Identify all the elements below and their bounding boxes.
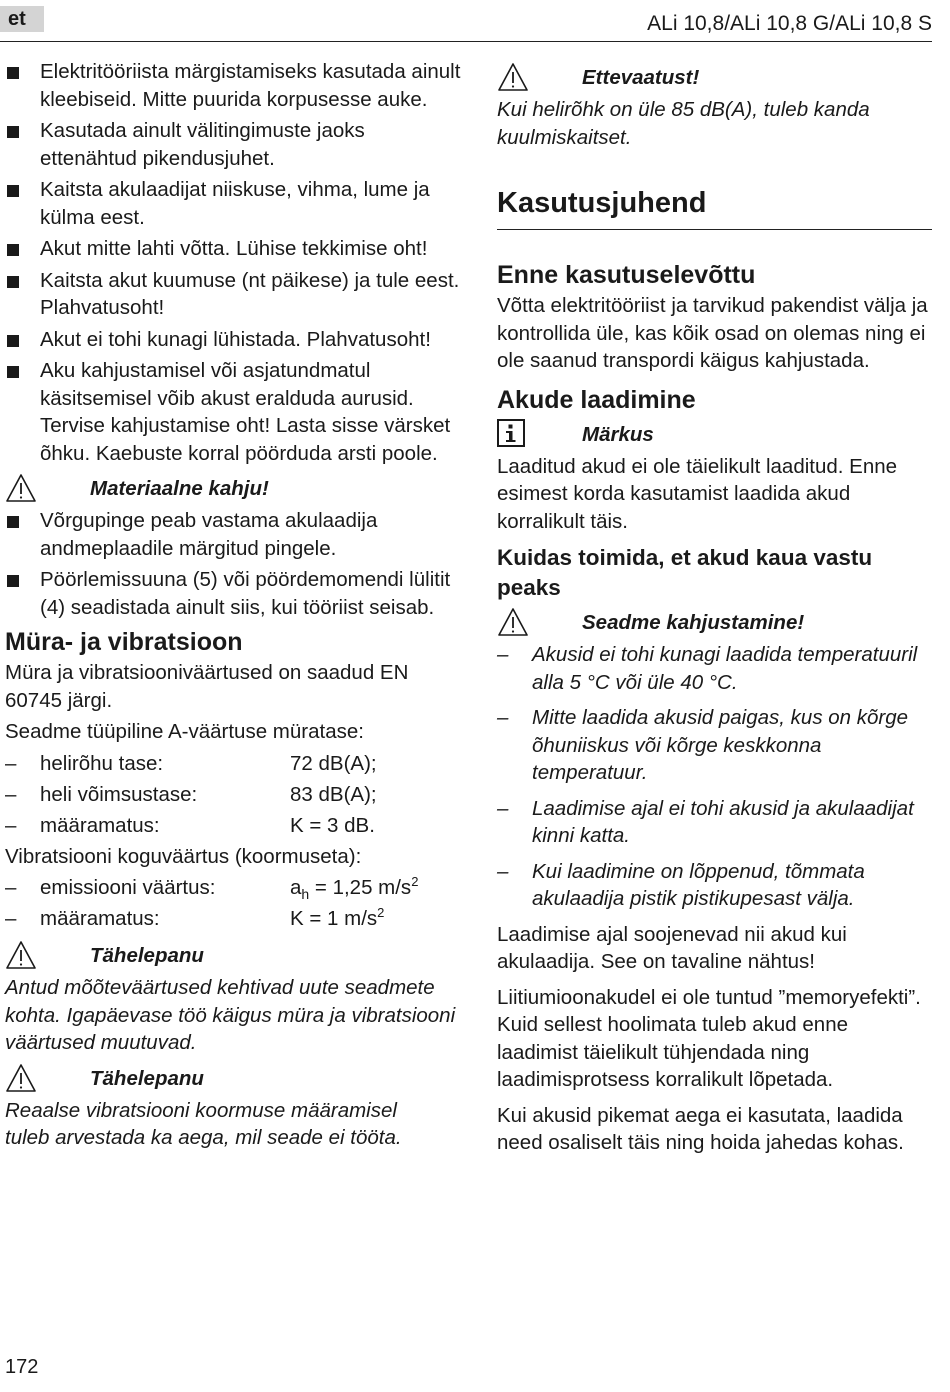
square-bullet-icon — [7, 244, 19, 256]
paragraph: Laadimise ajal soojenevad nii akud kui akulaadija. See on tavaline nähtus! — [497, 922, 847, 973]
noise-row — [5, 750, 465, 781]
noise-value: K = 3 dB. — [290, 813, 375, 837]
list-item-text: Kui laadimine on lõppenud, tõmmata akulaadija pistik pistikupesast välja. — [532, 859, 865, 910]
square-bullet-icon — [7, 335, 19, 347]
square-bullet-icon — [7, 575, 19, 587]
vibration-label: määramatus: — [40, 907, 160, 930]
vibration-value — [290, 905, 384, 933]
vibration-row — [5, 874, 465, 905]
list-item — [5, 326, 465, 354]
list-item-text: Akusid ei tohi kunagi laadida temperatuuril alla 5 °C või üle 40 °C. — [532, 643, 918, 694]
before-use-heading: Enne kasutuselevõttu — [497, 261, 756, 289]
right-column — [497, 58, 932, 1161]
noise-typical: Seadme tüüpiline A-väärtuse müratase: — [5, 720, 364, 743]
before-use-text: Võtta elektritööriist ja tarvikud pakendist välja ja kontrollida üle, kas kõik osad on olemas ning ei ole saanud transpordi käigus kahjustada. — [497, 294, 928, 372]
notice-text: Reaalse vibratsiooni koormuse määramisel tuleb arvestada ka aega, mil seade ei tööta. — [5, 1098, 402, 1149]
value-superscript: 2 — [377, 905, 385, 921]
notice-2 — [5, 1061, 465, 1097]
dash-mark: – — [5, 876, 17, 899]
value-symbol: a — [290, 876, 302, 899]
language-tab: et — [0, 6, 44, 32]
value-number: = 1,25 m/s — [309, 876, 412, 899]
note-label: Märkus — [582, 422, 654, 446]
charging-heading: Akude laadimine — [497, 385, 696, 414]
model-name: ALi 10,8/ALi 10,8 G/ALi 10,8 S — [647, 12, 932, 35]
longevity-heading: Kuidas toimida, et akud kaua vastu peaks — [497, 545, 873, 600]
list-item — [497, 795, 932, 850]
noise-label: heli võimsustase: — [40, 782, 198, 806]
note — [497, 417, 932, 453]
noise-intro: Müra ja vibratsiooniväärtused on saadud EN 60745 järgi. — [5, 661, 409, 712]
dash-mark: – — [497, 643, 509, 666]
warning-triangle-icon — [5, 940, 37, 970]
warning-triangle-icon — [5, 1063, 37, 1093]
list-item — [5, 176, 465, 231]
list-item — [497, 641, 932, 696]
dash-mark: – — [497, 796, 509, 820]
list-item-text: Kasutada ainult välitingimuste jaoks ettenähtud pikendusjuhet. — [40, 119, 365, 170]
manual-heading: Kasutusjuhend — [497, 185, 932, 230]
list-item-text: Akut mitte lahti võtta. Lühise tekkimise oht! — [40, 237, 428, 260]
square-bullet-icon — [7, 185, 19, 197]
note-text: Laaditud akud ei ole täielikult laaditud. Enne esimest korda kasutamist laadida akud korralikult täis. — [497, 454, 898, 533]
list-item — [497, 704, 932, 787]
left-column — [5, 58, 465, 1156]
warning-triangle-icon — [497, 62, 529, 92]
vibration-total: Vibratsiooni koguväärtus (koormuseta): — [5, 844, 362, 868]
dash-mark: – — [497, 859, 509, 883]
noise-row — [5, 812, 465, 843]
noise-label: määramatus: — [40, 813, 160, 837]
warning-triangle-icon — [5, 473, 37, 503]
noise-value: 83 dB(A); — [290, 782, 377, 806]
material-damage-warning — [5, 471, 465, 507]
dash-mark: – — [5, 813, 17, 837]
damage-label: Seadme kahjustamine! — [582, 611, 805, 634]
value-number: K = 1 m/s — [290, 907, 378, 930]
list-item — [497, 858, 932, 913]
value-subscript: h — [301, 886, 310, 903]
list-item-text: Võrgupinge peab vastama akulaadija andmeplaadile märgitud pingele. — [40, 509, 378, 560]
list-item — [5, 357, 465, 467]
notice-label: Tähelepanu — [90, 1066, 204, 1090]
list-item-text: Pöörlemissuuna (5) või pöördemomendi lülitit (4) seadistada ainult siis, kui tööriist seisab. — [40, 568, 451, 619]
noise-heading: Müra- ja vibratsioon — [5, 628, 243, 656]
list-item — [5, 507, 465, 562]
list-item-text: Kaitsta akut kuumuse (nt päikese) ja tule eest. Plahvatusoht! — [40, 268, 460, 319]
list-item-text: Aku kahjustamisel või asjatundmatul käsitsemisel võib akust eralduda aurusid. Tervise kahjustamise oht! Lasta sisse värsket õhku. Kaebuste korral pöörduda arsti poole. — [40, 359, 451, 465]
list-item — [5, 117, 465, 172]
list-item-text: Elektritööriista märgistamiseks kasutada ainult kleebiseid. Mitte puurida korpusesse auke. — [40, 60, 461, 111]
list-item — [5, 235, 465, 263]
dash-mark: – — [5, 782, 17, 806]
list-item-text: Kaitsta akulaadijat niiskuse, vihma, lume ja külma eest. — [40, 178, 430, 229]
vibration-value — [290, 874, 418, 902]
square-bullet-icon — [7, 516, 19, 528]
noise-row — [5, 781, 465, 812]
list-item — [5, 267, 465, 322]
notice-label: Tähelepanu — [90, 944, 204, 967]
list-item-text: Laadimise ajal ei tohi akusid ja akulaadijat kinni katta. — [532, 796, 914, 847]
header-rule — [0, 41, 932, 42]
dash-mark: – — [497, 706, 509, 729]
square-bullet-icon — [7, 366, 19, 378]
square-bullet-icon — [7, 126, 19, 138]
notice-text: Antud mõõteväärtused kehtivad uute seadmete kohta. Igapäevase töö käigus müra ja vibratsiooni väärtused muutuvad. — [5, 976, 456, 1054]
noise-value: 72 dB(A); — [290, 751, 377, 775]
list-item — [5, 58, 465, 113]
paragraph: Liitiumioonakudel ei ole tuntud ”memoryefekti”. Kuid sellest hoolimata tuleb akud enne laadimist täielikult tühjendada ning laadimisprotsess korralikult lõpetada. — [497, 985, 921, 1091]
noise-label: helirõhu tase: — [40, 751, 164, 775]
page-number: 172 — [5, 1356, 39, 1378]
value-superscript: 2 — [411, 874, 419, 890]
info-icon — [497, 419, 525, 447]
paragraph: Kui akusid pikemat aega ei kasutata, laadida need osaliselt täis ning hoida jahedas kohas. — [497, 1103, 904, 1154]
square-bullet-icon — [7, 276, 19, 288]
list-item-text: Mitte laadida akusid paigas, kus on kõrge õhuniiskus või kõrge keskkonna temperatuur. — [532, 706, 909, 784]
dash-mark: – — [5, 907, 17, 930]
list-item — [5, 566, 465, 621]
warning-label: Materiaalne kahju! — [90, 477, 269, 500]
caution-warning — [497, 60, 932, 96]
list-item-text: Akut ei tohi kunagi lühistada. Plahvatusoht! — [40, 327, 431, 351]
square-bullet-icon — [7, 67, 19, 79]
notice-1 — [5, 938, 465, 974]
caution-label: Ettevaatust! — [582, 66, 700, 89]
warning-triangle-icon — [497, 607, 529, 637]
device-damage-warning — [497, 605, 932, 641]
caution-text: Kui helirõhk on üle 85 dB(A), tuleb kanda kuulmiskaitset. — [497, 98, 870, 149]
vibration-label: emissiooni väärtus: — [40, 876, 216, 899]
vibration-row — [5, 905, 465, 936]
dash-mark: – — [5, 751, 17, 775]
